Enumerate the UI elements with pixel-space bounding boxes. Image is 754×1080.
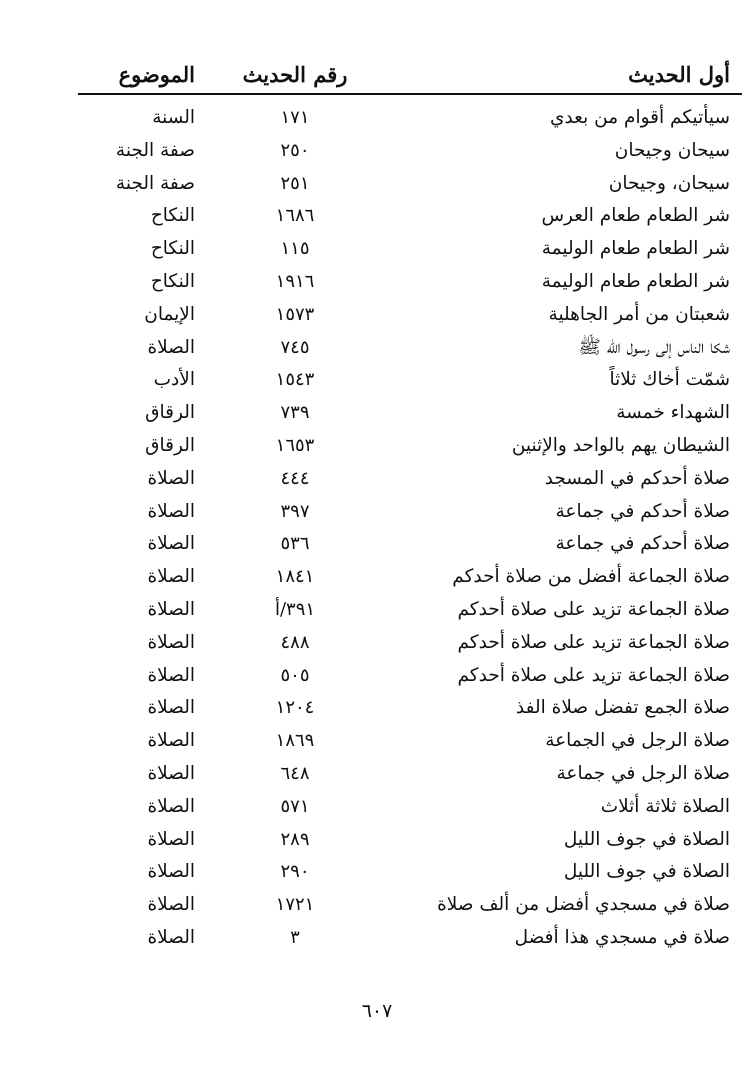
hadith-first-words: شر الطعام طعام الوليمة	[541, 270, 730, 292]
table-row	[78, 202, 740, 235]
hadith-first-words: الشهداء خمسة	[616, 402, 730, 424]
table-row	[78, 465, 740, 498]
hadith-number: ١١٥	[280, 238, 310, 260]
hadith-number: ١٥٤٣	[275, 369, 315, 391]
header-topic: الموضوع	[118, 62, 195, 87]
table-row	[78, 826, 740, 859]
hadith-topic: الرقاق	[145, 402, 195, 424]
table-row	[78, 530, 740, 563]
hadith-number: ٥٣٦	[280, 533, 310, 555]
hadith-number: ١٨٤١	[275, 566, 315, 588]
hadith-number: ٤٤٤	[280, 467, 310, 489]
hadith-first-words: صلاة أحدكم في المسجد	[544, 467, 730, 489]
hadith-first-words: صلاة الرجل في جماعة	[556, 762, 730, 784]
table-row	[78, 301, 740, 334]
table-row	[78, 793, 740, 826]
hadith-first-words: الصلاة ثلاثة أثلاث	[600, 795, 730, 817]
hadith-first-words: صلاة في مسجدي هذا أفضل	[514, 926, 730, 948]
hadith-number: ٢٩٠	[280, 861, 310, 883]
hadith-topic: الرقاق	[145, 434, 195, 456]
hadith-first-words: شكا الناس إلى رسول الله ﷺ	[578, 336, 730, 358]
hadith-number: ٦٤٨	[280, 762, 310, 784]
hadith-topic: الصلاة	[147, 861, 195, 883]
hadith-number: ١٧٢١	[275, 894, 315, 916]
hadith-topic: الإيمان	[144, 303, 195, 325]
hadith-topic: الصلاة	[147, 598, 195, 620]
hadith-number: ٤٨٨	[280, 631, 310, 653]
table-row	[78, 334, 740, 367]
hadith-first-words: شر الطعام طعام الوليمة	[541, 238, 730, 260]
hadith-topic: السنة	[152, 107, 195, 128]
table-row	[78, 563, 740, 596]
hadith-first-words: سيأتيكم أقوام من بعدي	[549, 107, 730, 128]
page-number: ٦٠٧	[361, 1000, 393, 1022]
hadith-topic: الصلاة	[147, 926, 195, 948]
hadith-topic: النكاح	[150, 238, 195, 260]
table-row	[78, 596, 740, 629]
hadith-first-words: شمّت أخاك ثلاثاً	[609, 369, 730, 391]
hadith-number: ٢٥١	[280, 172, 310, 194]
hadith-number: ٣٩٧	[280, 500, 310, 522]
table-header	[78, 58, 740, 92]
table-row	[78, 629, 740, 662]
hadith-number: ١٦٥٣	[275, 434, 315, 456]
table-row	[78, 235, 740, 268]
hadith-first-words: شر الطعام طعام العرس	[541, 205, 730, 227]
table-row	[78, 432, 740, 465]
hadith-number: ١٦٨٦	[275, 205, 315, 227]
header-divider	[78, 93, 742, 95]
table-row	[78, 366, 740, 399]
hadith-topic: الصلاة	[147, 762, 195, 784]
hadith-topic: صفة الجنة	[115, 172, 195, 194]
hadith-first-words: الصلاة في جوف الليل	[563, 861, 730, 883]
hadith-topic: صفة الجنة	[115, 139, 195, 161]
hadith-first-words: صلاة الجماعة تزيد على صلاة أحدكم	[457, 631, 730, 653]
hadith-first-words: صلاة الرجل في الجماعة	[545, 730, 730, 752]
hadith-number: ٥٧١	[280, 795, 310, 817]
hadith-topic: الصلاة	[147, 336, 195, 358]
table-row	[78, 498, 740, 531]
hadith-topic: الصلاة	[147, 894, 195, 916]
table-row	[78, 399, 740, 432]
hadith-number: ١٩١٦	[275, 270, 315, 292]
hadith-first-words: صلاة الجماعة تزيد على صلاة أحدكم	[457, 598, 730, 620]
table-row	[78, 662, 740, 695]
hadith-topic: الصلاة	[147, 500, 195, 522]
hadith-topic: النكاح	[150, 205, 195, 227]
hadith-topic: الصلاة	[147, 467, 195, 489]
hadith-number: ٣٩١/أ	[274, 598, 316, 620]
table-row	[78, 858, 740, 891]
index-table-body	[78, 104, 740, 957]
hadith-topic: الصلاة	[147, 730, 195, 752]
hadith-topic: الصلاة	[147, 631, 195, 653]
header-first-words: أول الحديث	[628, 62, 730, 87]
hadith-number: ٣	[290, 926, 300, 948]
hadith-topic: الصلاة	[147, 664, 195, 686]
table-row	[78, 137, 740, 170]
hadith-number: ٧٣٩	[280, 402, 310, 424]
hadith-number: ٧٤٥	[280, 336, 310, 358]
hadith-first-words: سيحان، وجيحان	[608, 172, 730, 194]
hadith-number: ٥٠٥	[280, 664, 310, 686]
table-row	[78, 694, 740, 727]
hadith-number: ١٨٦٩	[275, 730, 315, 752]
hadith-first-words: صلاة الجماعة أفضل من صلاة أحدكم	[452, 566, 730, 588]
hadith-first-words: شعبتان من أمر الجاهلية	[548, 303, 730, 325]
hadith-first-words: صلاة في مسجدي أفضل من ألف صلاة	[437, 894, 730, 916]
table-row	[78, 924, 740, 957]
hadith-topic: الأدب	[153, 369, 195, 391]
hadith-first-words: صلاة أحدكم في جماعة	[555, 533, 730, 555]
hadith-topic: الصلاة	[147, 533, 195, 555]
hadith-first-words: صلاة أحدكم في جماعة	[555, 500, 730, 522]
header-hadith-number: رقم الحديث	[242, 62, 348, 87]
hadith-first-words: صلاة الجماعة تزيد على صلاة أحدكم	[457, 664, 730, 686]
hadith-topic: النكاح	[150, 270, 195, 292]
hadith-number: ٢٨٩	[280, 828, 310, 850]
table-row	[78, 760, 740, 793]
table-row	[78, 268, 740, 301]
hadith-topic: الصلاة	[147, 697, 195, 719]
table-row	[78, 170, 740, 203]
table-row	[78, 104, 740, 137]
hadith-number: ١٥٧٣	[275, 303, 315, 325]
hadith-number: ١٢٠٤	[275, 697, 315, 719]
hadith-topic: الصلاة	[147, 795, 195, 817]
hadith-topic: الصلاة	[147, 828, 195, 850]
table-row	[78, 891, 740, 924]
hadith-first-words: الشيطان يهم بالواحد والإثنين	[511, 434, 730, 456]
hadith-number: ١٧١	[280, 107, 310, 128]
table-row	[78, 727, 740, 760]
hadith-topic: الصلاة	[147, 566, 195, 588]
hadith-number: ٢٥٠	[280, 139, 310, 161]
hadith-first-words: الصلاة في جوف الليل	[563, 828, 730, 850]
hadith-first-words: سيحان وجيحان	[614, 139, 730, 161]
hadith-first-words: صلاة الجمع تفضل صلاة الفذ	[515, 697, 730, 719]
